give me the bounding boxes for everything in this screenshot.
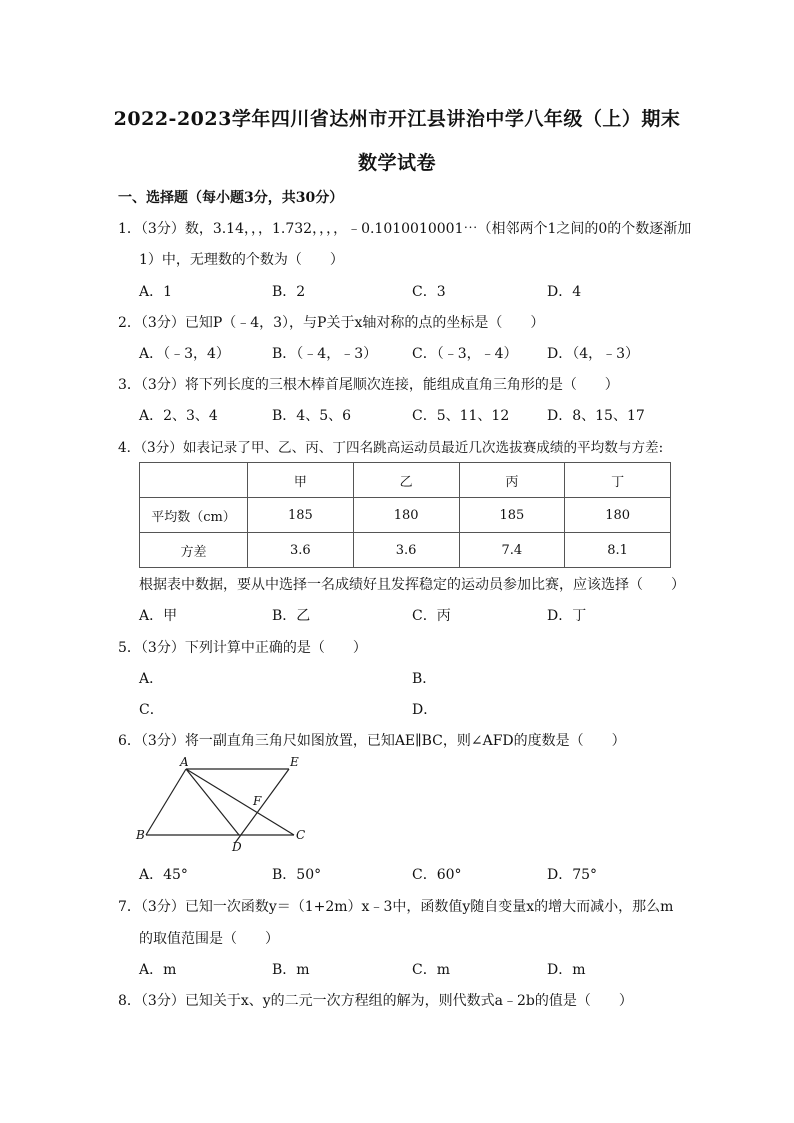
question-3-option-b: B．4、5、6	[272, 408, 352, 424]
table-header-row	[140, 463, 671, 498]
question-4-line-1: 4．（3分）如表记录了甲、乙、丙、丁四名跳高运动员最近几次选拔赛成绩的平均数与方差:	[118, 440, 664, 456]
question-1-option-a: A．1	[139, 284, 173, 300]
segment-ad	[186, 769, 239, 835]
question-2-option-b: B．（﹣4，﹣3）	[272, 346, 378, 362]
question-5-line-1: 5．（3分）下列计算中正确的是（ ）	[118, 640, 367, 656]
question-3-option-a: A．2、3、4	[139, 408, 218, 424]
page-title: 2022-2023学年四川省达州市开江县讲治中学八年级（上）期末	[113, 108, 681, 130]
table-cell: 7.4	[459, 533, 565, 568]
question-4-line-2: 根据表中数据，要从中选择一名成绩好且发挥稳定的运动员参加比赛，应该选择（ ）	[139, 577, 685, 593]
table-cell: 185	[459, 498, 565, 533]
table-row	[140, 498, 671, 533]
question-4-option-b: B．乙	[272, 608, 311, 624]
section-heading: 一、选择题（每小题3分，共30分）	[118, 190, 344, 206]
segment-ab	[146, 769, 186, 835]
triangle-figure	[132, 757, 322, 855]
question-6-line-1: 6．（3分）将一副直角三角尺如图放置，已知AE∥BC，则∠AFD的度数是（ ）	[118, 733, 626, 749]
question-7-line-1: 7．（3分）已知一次函数y＝（1+2m）x﹣3中，函数值y随自变量x的增大而减小，那么m	[118, 899, 674, 915]
question-3-option-d: D．8、15、17	[547, 408, 645, 424]
question-1-line-1: 1．（3分）数，3.14，，，1.732，，，，﹣0.1010010001⋯（相邻两个1之间的0的个数逐渐加	[118, 221, 692, 237]
label-c: C	[296, 828, 306, 842]
label-b: B	[136, 828, 145, 842]
question-7-option-b: B．m	[272, 962, 310, 978]
question-5-option-a: A．	[139, 671, 164, 687]
question-1-option-c: C．3	[412, 284, 446, 300]
question-6-option-c: C．60°	[412, 867, 462, 883]
question-4-option-d: D．丁	[547, 608, 587, 624]
table-header-cell: 乙	[353, 463, 459, 498]
question-2-option-a: A．（﹣3，4）	[139, 346, 230, 362]
question-7-option-a: A．m	[139, 962, 177, 978]
question-1-line-2: 1）中，无理数的个数为（ ）	[139, 252, 344, 268]
question-1-option-b: B．2	[272, 284, 306, 300]
question-7-option-c: C．m	[412, 962, 450, 978]
question-4-option-c: C．丙	[412, 608, 451, 624]
table-cell: 平均数（cm）	[140, 498, 248, 533]
label-d: D	[232, 840, 242, 854]
question-5-option-d: D．	[412, 702, 438, 718]
question-1-option-d: D．4	[547, 284, 582, 300]
table-header-cell	[140, 463, 248, 498]
score-table	[139, 462, 671, 568]
question-6-option-d: D．75°	[547, 867, 598, 883]
question-7-line-2: 的取值范围是（ ）	[139, 931, 279, 947]
question-2-option-d: D．（4，﹣3）	[547, 346, 640, 362]
label-a: A	[180, 757, 189, 769]
table-cell: 方差	[140, 533, 248, 568]
table-cell: 180	[353, 498, 459, 533]
page-subtitle: 数学试卷	[357, 152, 436, 174]
question-7-option-d: D．m	[547, 962, 586, 978]
question-3-line-1: 3．（3分）将下列长度的三根木棒首尾顺次连接，能组成直角三角形的是（ ）	[118, 377, 619, 393]
label-f: F	[253, 794, 262, 808]
table-header-cell: 丁	[565, 463, 671, 498]
segment-ac	[186, 769, 294, 835]
table-cell: 185	[248, 498, 354, 533]
table-cell: 8.1	[565, 533, 671, 568]
table-cell: 3.6	[248, 533, 354, 568]
table-header-cell: 丙	[459, 463, 565, 498]
question-6-option-b: B．50°	[272, 867, 322, 883]
question-3-option-c: C．5、11、12	[412, 408, 510, 424]
table-row	[140, 533, 671, 568]
question-4-option-a: A．甲	[139, 608, 178, 624]
question-5-option-c: C．	[139, 702, 164, 718]
label-e: E	[290, 757, 299, 769]
question-2-option-c: C．（﹣3，﹣4）	[412, 346, 518, 362]
table-cell: 3.6	[353, 533, 459, 568]
segment-ed	[235, 769, 289, 843]
question-2-line-1: 2．（3分）已知P（﹣4，3），与P关于x轴对称的点的坐标是（ ）	[118, 315, 545, 331]
question-6-option-a: A．45°	[139, 867, 188, 883]
question-8-line-1: 8．（3分）已知关于x、y的二元一次方程组的解为，则代数式a﹣2b的值是（ ）	[118, 993, 633, 1009]
table-cell: 180	[565, 498, 671, 533]
question-5-option-b: B．	[412, 671, 437, 687]
table-header-cell: 甲	[248, 463, 354, 498]
